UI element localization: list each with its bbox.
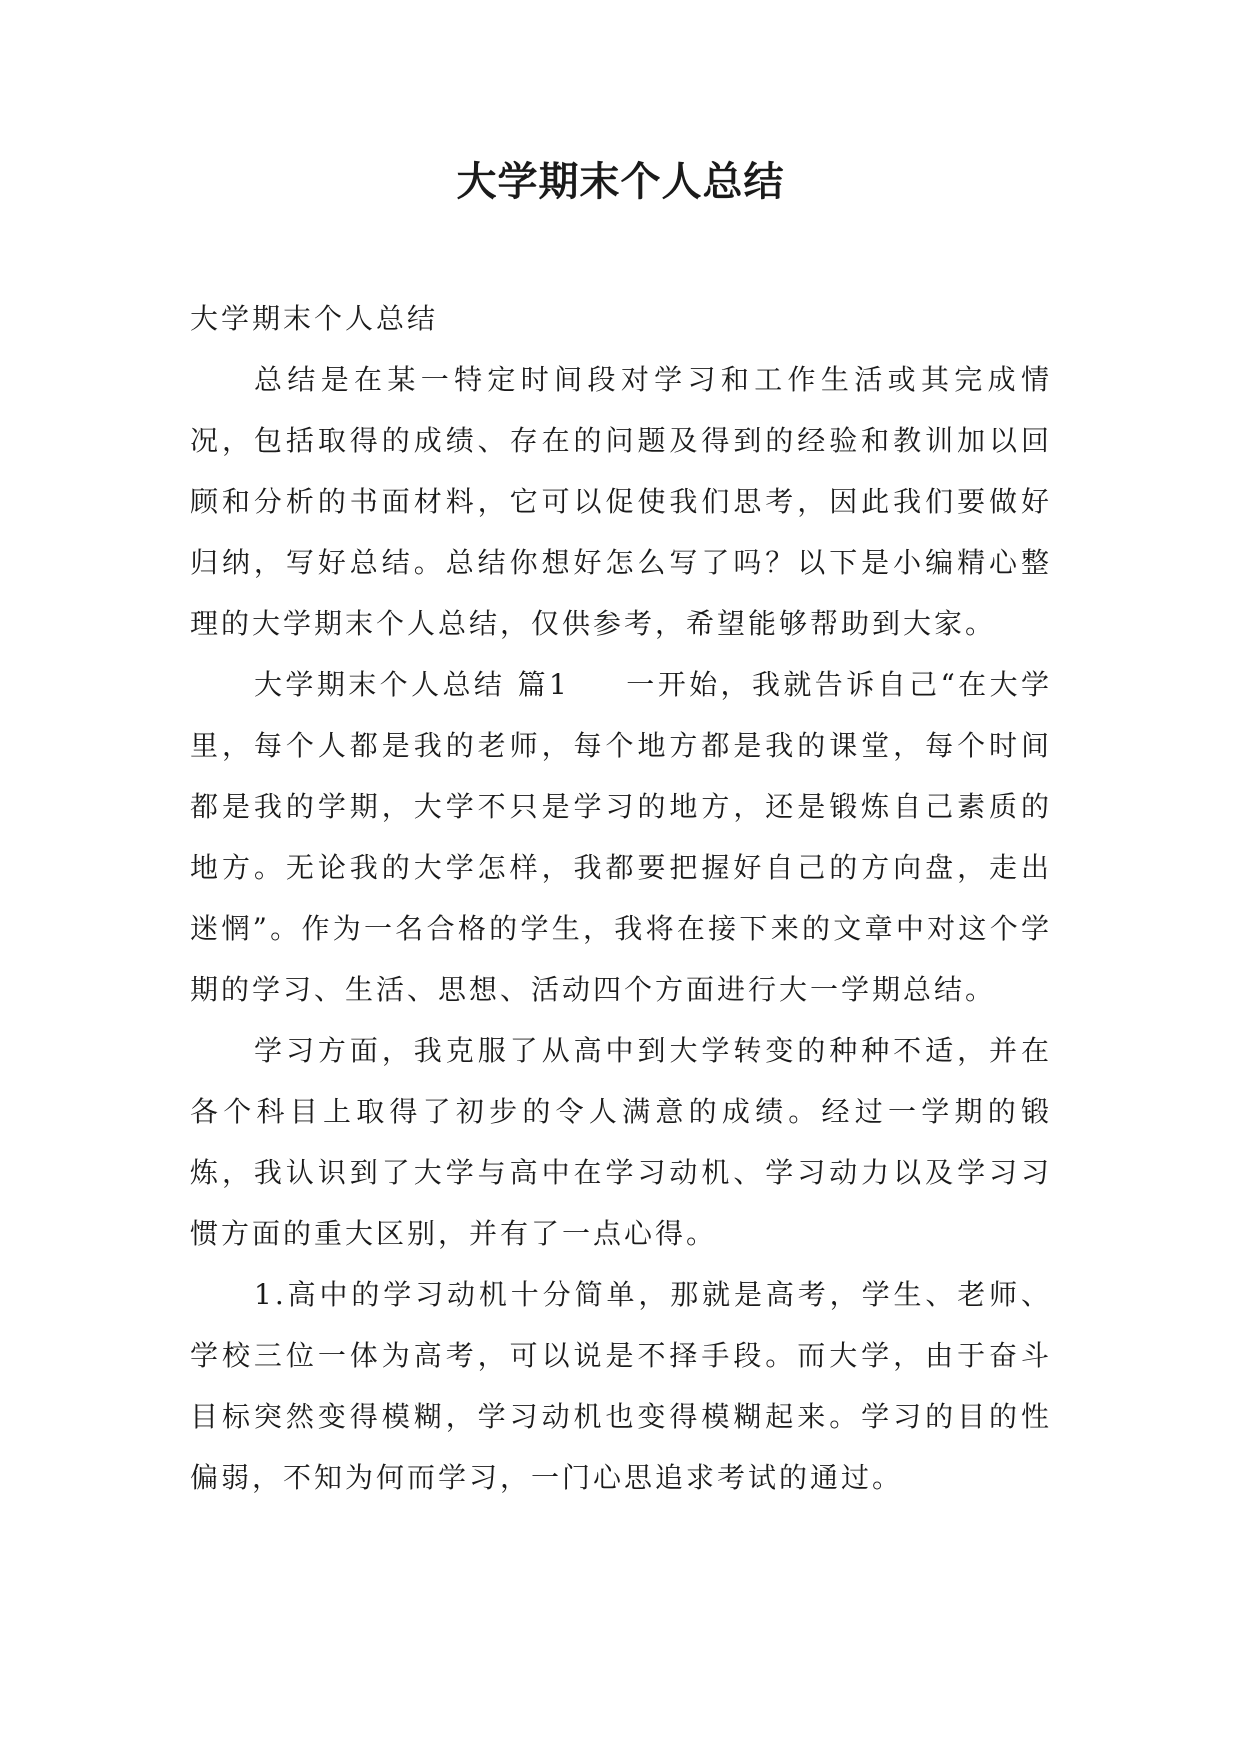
section-1-paragraph [190, 654, 1052, 1020]
motivation-paragraph: 1.高中的学习动机十分简单，那就是高考，学生、老师、学校三位一体为高考，可以说是不择手段。而大学，由于奋斗目标突然变得模糊，学习动机也变得模糊起来。学习的目的性偏弱，不知为何而学习，一门心思追求考试的通过。 [190, 1278, 1052, 1494]
section-1-heading: 大学期末个人总结 篇1 [254, 668, 570, 701]
document-body [190, 288, 1052, 1508]
section-1-text: 一开始，我就告诉自己“在大学里，每个人都是我的老师，每个地方都是我的课堂，每个时间都是我的学期，大学不只是学习的地方，还是锻炼自己素质的地方。无论我的大学怎样，我都要把握好自己的方向盘，走出迷惘”。作为一名合格的学生，我将在接下来的文章中对这个学期的学习、生活、思想、活动四个方面进行大一学期总结。 [190, 668, 1052, 1006]
study-paragraph: 学习方面，我克服了从高中到大学转变的种种不适，并在各个科目上取得了初步的令人满意的成绩。经过一学期的锻炼，我认识到了大学与高中在学习动机、学习动力以及学习习惯方面的重大区别，并有了一点心得。 [190, 1034, 1052, 1250]
intro-paragraph: 总结是在某一特定时间段对学习和工作生活或其完成情况，包括取得的成绩、存在的问题及得到的经验和教训加以回顾和分析的书面材料，它可以促使我们思考，因此我们要做好归纳，写好总结。总结你想好怎么写了吗？以下是小编精心整理的大学期末个人总结，仅供参考，希望能够帮助到大家。 [190, 363, 1052, 640]
document-title: 大学期末个人总结 [456, 159, 785, 205]
document-subtitle: 大学期末个人总结 [190, 302, 439, 335]
